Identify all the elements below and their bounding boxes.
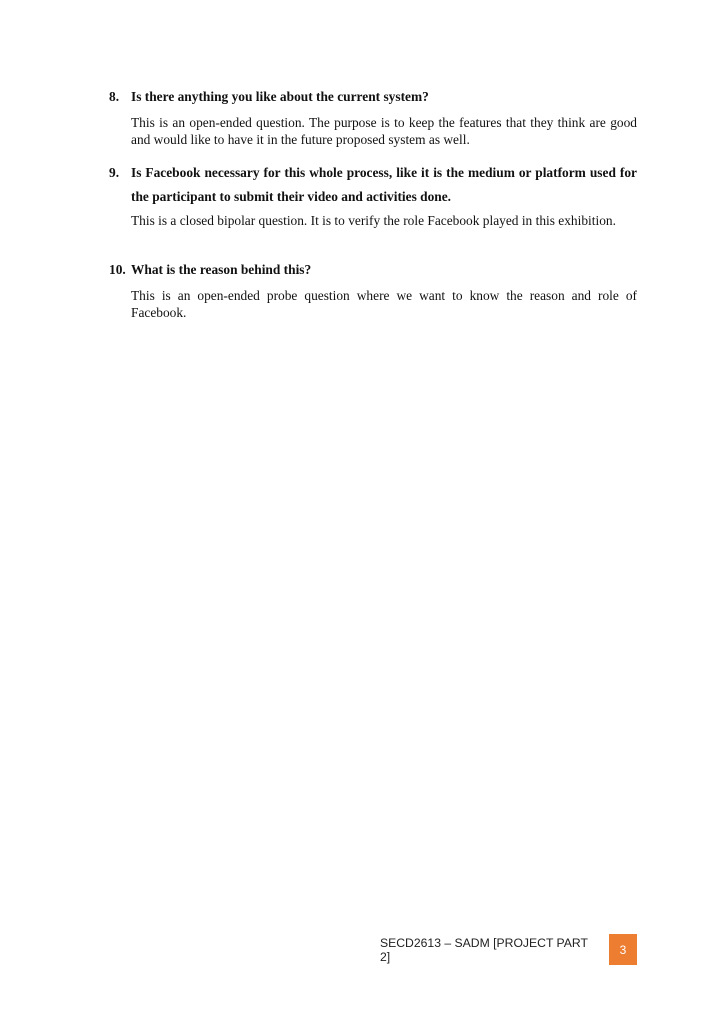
question-number: 8. bbox=[109, 89, 120, 104]
question-item-10 bbox=[109, 261, 637, 321]
footer-title: SECD2613 – SADM [PROJECT PART 2] bbox=[380, 935, 588, 964]
question-heading bbox=[109, 261, 637, 278]
question-text: What is the reason behind this? bbox=[131, 262, 312, 277]
question-text: Is Facebook necessary for this whole process, like it is the medium or platform used for the participant to submit their video and activities done. bbox=[131, 165, 637, 204]
page-footer bbox=[380, 934, 637, 965]
page-number-badge: 3 bbox=[609, 934, 637, 965]
answer-text: This is an open-ended probe question where we want to know the reason and role of Facebook. bbox=[131, 288, 637, 320]
question-number: 9. bbox=[109, 165, 120, 180]
question-item-8 bbox=[109, 88, 637, 148]
question-heading bbox=[109, 88, 637, 105]
answer-text: This is a closed bipolar question. It is to verify the role Facebook played in this exhibition. bbox=[131, 213, 616, 228]
question-number: 10. bbox=[109, 262, 126, 277]
answer-text: This is an open-ended question. The purpose is to keep the features that they think are good and would like to have it in the future proposed system as well. bbox=[131, 115, 637, 147]
question-heading bbox=[109, 161, 637, 209]
question-item-9 bbox=[109, 161, 637, 229]
question-text: Is there anything you like about the current system? bbox=[131, 89, 429, 104]
